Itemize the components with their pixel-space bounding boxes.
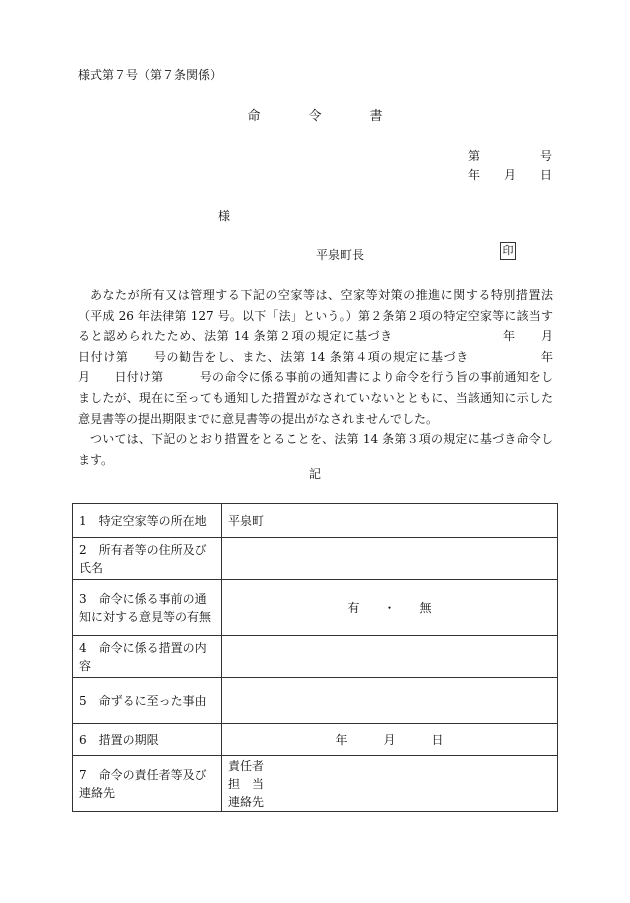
order-details-table: [72, 503, 558, 812]
title-char: 書: [369, 109, 383, 124]
table-row: [73, 538, 558, 580]
date-year: 年: [467, 168, 480, 182]
body-text: [78, 285, 578, 470]
table-row: [73, 504, 558, 538]
title-char: 令: [308, 109, 322, 124]
row-value: [222, 538, 558, 580]
form-number: 様式第７号（第７条関係）: [78, 68, 223, 82]
ki-heading: 記: [308, 467, 321, 481]
row-label: 5 命ずるに至った事由: [73, 678, 222, 724]
number-prefix: 第: [467, 149, 480, 163]
row-value: [222, 678, 558, 724]
date-month: 月: [503, 168, 516, 182]
row-label: 4 命令に係る措置の内容: [73, 636, 222, 678]
number-suffix: 号: [539, 149, 552, 163]
title-char: 命: [247, 109, 261, 124]
date-day: 日: [539, 168, 552, 182]
table-row: [73, 636, 558, 678]
row-label: 7 命令の責任者等及び連絡先: [73, 756, 222, 812]
body-paragraph-2: ついては、下記のとおり措置をとることを、法第 14 条第３項の規定に基づき命令します。: [78, 432, 553, 467]
row-value: [222, 636, 558, 678]
seal-mark: 印: [500, 242, 516, 260]
document-title: [0, 105, 630, 124]
row-value: 有 ・ 無: [222, 580, 558, 636]
document-number: [468, 147, 552, 164]
addressee: 様: [218, 209, 231, 223]
row-label: 2 所有者等の住所及び氏名: [73, 538, 222, 580]
body-paragraph-1: あなたが所有又は管理する下記の空家等は、空家等対策の推進に関する特別措置法（平成 26 年法律第 127 号。以下「法」という。）第２条第２項の特定空家等に該当すると認められたため、法第 14 条第２項の規定に基づき 年 月 日付け第 号の勧告をし、また、法第 14 条第４項の規定に基づき 年 月 日付け第 号の命令に係る事前の通知書により命令を行う旨の事前通知をしましたが、現在に至っても通知した措置がなされていないとともに、当該通知に示した意見書等の提出期限までに意見書等の提出がなされませんでした。: [78, 288, 578, 426]
contact-staff: 担 当: [228, 776, 265, 791]
row-label: 3 命令に係る事前の通知に対する意見等の有無: [73, 580, 222, 636]
row-value: 年 月 日: [222, 724, 558, 756]
table-row: [73, 756, 558, 812]
document-date: [468, 166, 552, 183]
row-label: 1 特定空家等の所在地: [73, 504, 222, 538]
row-label: 6 措置の期限: [73, 724, 222, 756]
contact-info: 連絡先: [228, 794, 265, 809]
table-row: [73, 724, 558, 756]
row-value: 平泉町: [222, 504, 558, 538]
row-value: [222, 756, 558, 812]
issuer-name: 平泉町長: [316, 248, 365, 262]
contact-responsible: 責任者: [228, 758, 265, 773]
table-row: [73, 580, 558, 636]
table-row: [73, 678, 558, 724]
